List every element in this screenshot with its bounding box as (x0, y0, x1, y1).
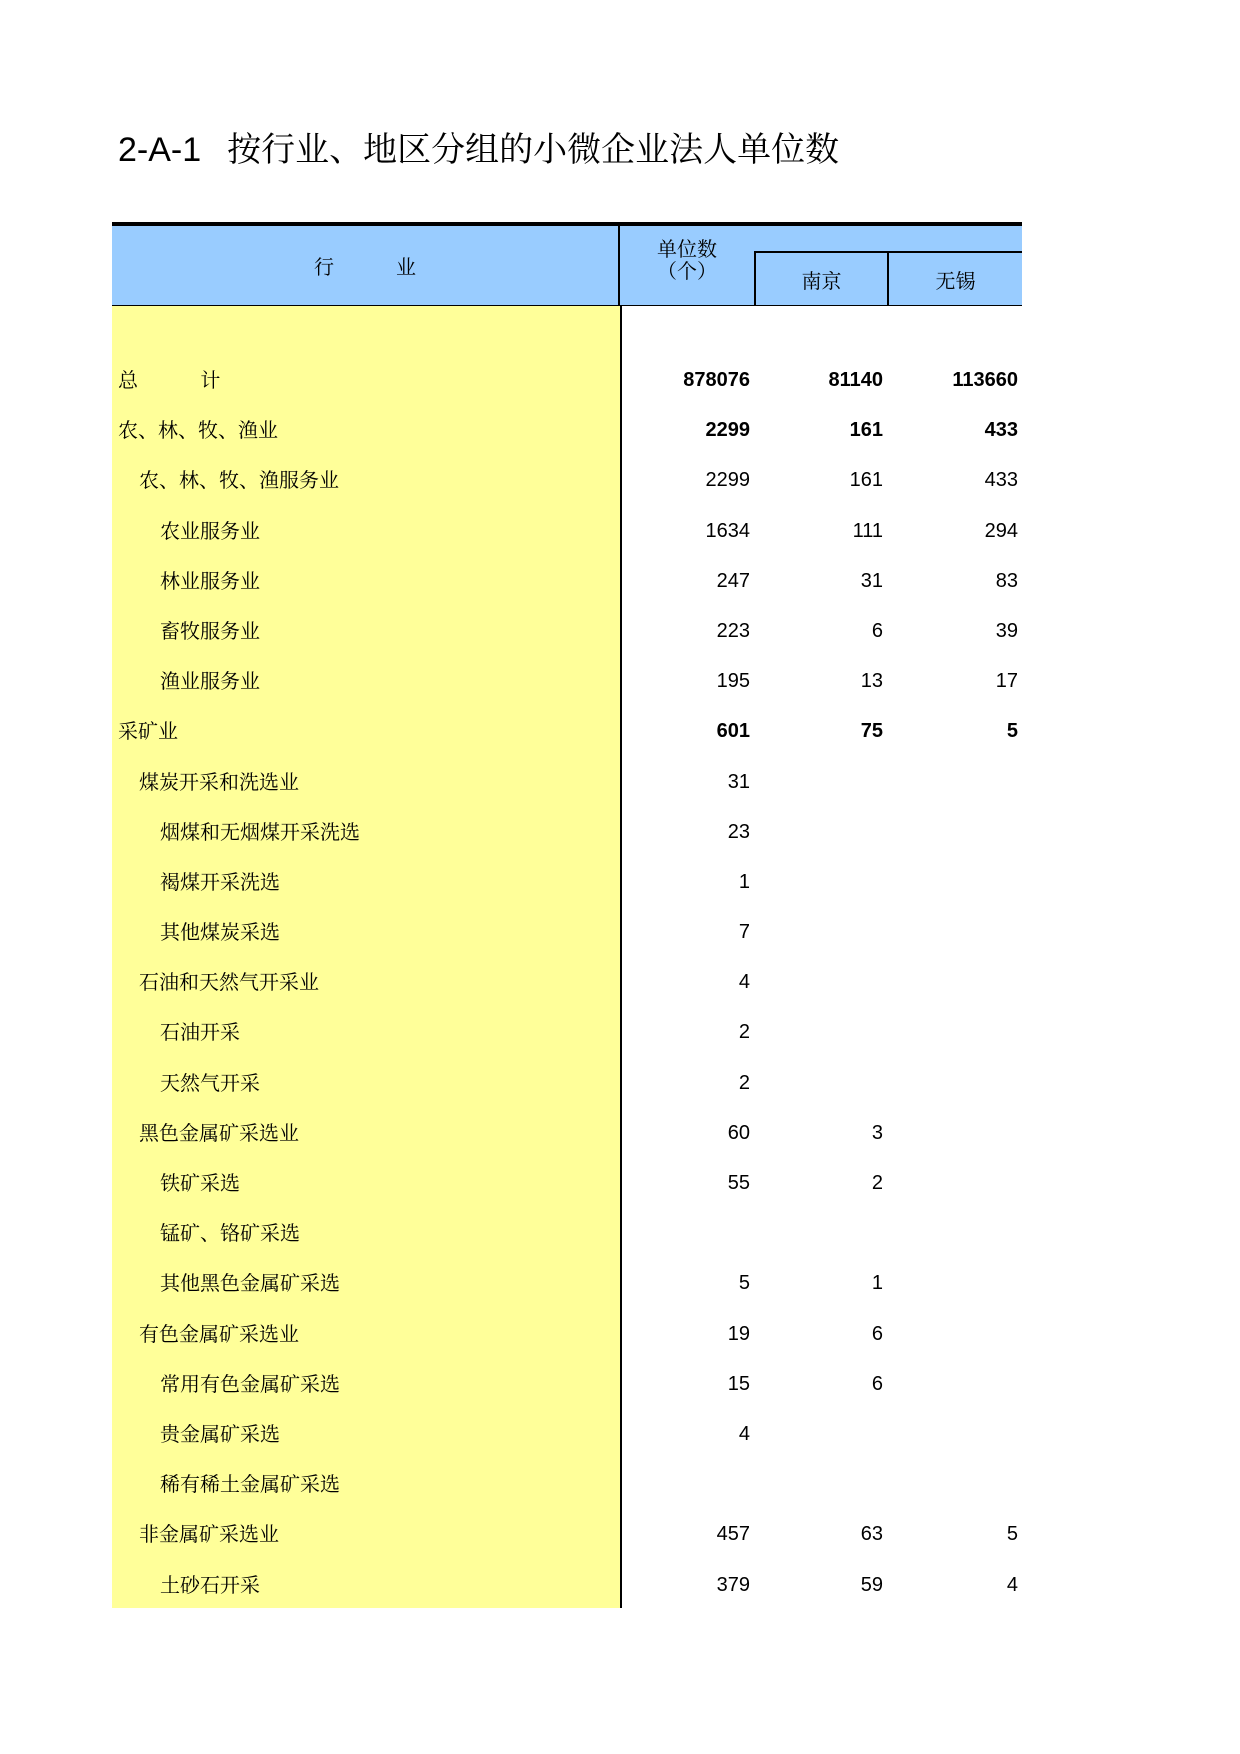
table-row (112, 1560, 1022, 1610)
row-value-total: 19 (727, 1322, 750, 1345)
row-value-wuxi (890, 1108, 1018, 1158)
row-value-wuxi (890, 957, 1018, 1007)
table-row (112, 1359, 1022, 1409)
table-title: 按行业、地区分组的小微企业法人单位数 (227, 130, 840, 170)
page-title (118, 125, 839, 175)
header-wuxi: 无锡 (887, 253, 1022, 305)
row-value-total: 601 (716, 720, 750, 743)
row-industry-name: 常用有色金属矿采选 (160, 1371, 340, 1396)
row-value-total: 878076 (683, 369, 750, 391)
row-value-nanjing: 3 (871, 1121, 883, 1144)
table-row (112, 1258, 1022, 1308)
row-value-nanjing: 31 (860, 569, 883, 592)
table-header (112, 226, 1022, 306)
table-row (112, 807, 1022, 857)
row-industry-name: 渔业服务业 (160, 669, 260, 694)
row-value-nanjing: 75 (860, 720, 883, 743)
row-value-wuxi: 294 (984, 519, 1018, 542)
row-value-nanjing: 59 (860, 1573, 883, 1596)
row-value-nanjing: 63 (860, 1523, 883, 1546)
row-industry-name: 土砂石开采 (160, 1572, 260, 1597)
row-value-total: 457 (716, 1523, 750, 1546)
row-value-total: 4 (738, 1422, 750, 1445)
row-value-total (624, 1208, 750, 1258)
header-units-label: 单位数 (657, 237, 717, 261)
table-row (112, 1509, 1022, 1559)
table-row (112, 1108, 1022, 1158)
row-industry-name: 农、林、牧、渔服务业 (139, 468, 339, 493)
row-value-total: 5 (738, 1272, 750, 1295)
row-value-total: 15 (727, 1372, 750, 1395)
row-value-wuxi (890, 1208, 1018, 1258)
row-value-nanjing (757, 1058, 883, 1108)
row-value-total: 1 (738, 870, 750, 893)
row-value-wuxi (890, 807, 1018, 857)
row-industry-name: 林业服务业 (160, 568, 260, 593)
row-industry-name: 锰矿、铬矿采选 (160, 1221, 300, 1246)
row-value-wuxi (890, 1007, 1018, 1057)
row-value-total: 247 (716, 569, 750, 592)
row-industry-name: 贵金属矿采选 (160, 1421, 280, 1446)
row-value-wuxi: 113660 (952, 369, 1018, 391)
header-industry: 行业 (112, 226, 620, 305)
row-value-total: 7 (738, 921, 750, 944)
table-row (112, 656, 1022, 706)
table-row (112, 405, 1022, 455)
table-row (112, 355, 1022, 405)
row-value-wuxi (890, 1058, 1018, 1108)
row-value-nanjing: 6 (871, 1322, 883, 1345)
table-row (112, 556, 1022, 606)
table-row (112, 1208, 1022, 1258)
row-value-wuxi: 433 (984, 469, 1018, 492)
row-value-nanjing: 1 (871, 1272, 883, 1295)
row-value-nanjing: 111 (852, 519, 883, 542)
row-industry-name: 农、林、牧、渔业 (118, 418, 278, 443)
row-industry-name: 煤炭开采和洗选业 (139, 769, 299, 794)
row-value-nanjing (757, 807, 883, 857)
row-value-total: 23 (727, 820, 750, 843)
table-row (112, 506, 1022, 556)
row-value-wuxi (890, 907, 1018, 957)
row-industry-name: 总 计 (118, 368, 249, 392)
row-industry-name: 石油开采 (160, 1020, 240, 1045)
row-value-nanjing (757, 757, 883, 807)
row-value-wuxi (890, 757, 1018, 807)
row-value-nanjing (757, 1409, 883, 1459)
table-body (112, 355, 1022, 1610)
row-industry-name: 其他煤炭采选 (160, 920, 280, 945)
row-industry-name: 石油和天然气开采业 (139, 970, 319, 995)
row-value-nanjing: 81140 (828, 369, 883, 391)
row-value-total: 2299 (705, 419, 750, 442)
table-row (112, 1409, 1022, 1459)
row-value-nanjing (757, 1007, 883, 1057)
row-value-wuxi (890, 1309, 1018, 1359)
table-row (112, 1007, 1022, 1057)
row-industry-name: 畜牧服务业 (160, 618, 260, 643)
row-value-total: 223 (716, 619, 750, 642)
row-value-wuxi (890, 1359, 1018, 1409)
table-row (112, 1459, 1022, 1509)
row-industry-name: 农业服务业 (160, 518, 260, 543)
row-industry-name: 铁矿采选 (160, 1171, 240, 1195)
table-row (112, 455, 1022, 505)
row-value-total: 1634 (705, 519, 750, 542)
row-value-nanjing (757, 957, 883, 1007)
row-value-nanjing (757, 1208, 883, 1258)
row-value-nanjing: 6 (871, 1372, 883, 1395)
row-value-total: 2 (738, 1071, 750, 1094)
row-value-total: 195 (716, 670, 750, 693)
row-value-wuxi (890, 1459, 1018, 1509)
row-value-wuxi: 5 (1006, 720, 1018, 743)
row-value-nanjing (757, 857, 883, 907)
row-industry-name: 黑色金属矿采选业 (139, 1120, 299, 1145)
table-row (112, 907, 1022, 957)
row-value-total: 4 (738, 971, 750, 994)
row-value-wuxi (890, 857, 1018, 907)
row-value-total: 379 (716, 1573, 750, 1596)
table-code: 2-A-1 (118, 131, 202, 169)
table-row (112, 706, 1022, 756)
row-value-nanjing (757, 907, 883, 957)
row-industry-name: 采矿业 (118, 719, 178, 744)
table-row (112, 1309, 1022, 1359)
row-industry-name: 有色金属矿采选业 (139, 1321, 299, 1346)
row-value-total: 2299 (705, 469, 750, 492)
row-value-wuxi (890, 1158, 1018, 1208)
row-industry-name: 稀有稀土金属矿采选 (160, 1472, 340, 1497)
table-row (112, 757, 1022, 807)
row-industry-name: 烟煤和无烟煤开采洗选 (160, 819, 360, 844)
row-value-wuxi: 4 (1006, 1573, 1018, 1596)
row-value-total: 55 (727, 1172, 750, 1194)
row-value-wuxi: 83 (995, 569, 1018, 592)
row-value-wuxi: 433 (984, 419, 1018, 442)
header-nanjing: 南京 (754, 253, 887, 305)
row-value-nanjing: 6 (871, 619, 883, 642)
table-row (112, 1058, 1022, 1108)
table-row (112, 1158, 1022, 1208)
row-value-total: 60 (727, 1121, 750, 1144)
row-value-nanjing: 161 (849, 419, 883, 442)
row-value-nanjing: 161 (849, 469, 883, 492)
row-value-wuxi (890, 1258, 1018, 1308)
table-row (112, 957, 1022, 1007)
row-value-total (624, 1459, 750, 1509)
row-value-wuxi: 17 (995, 670, 1018, 693)
row-industry-name: 褐煤开采洗选 (160, 869, 280, 894)
row-value-nanjing: 13 (860, 670, 883, 693)
row-value-nanjing (757, 1459, 883, 1509)
table-row (112, 606, 1022, 656)
header-units-unit: （个） (657, 259, 717, 283)
row-industry-name: 非金属矿采选业 (139, 1522, 279, 1547)
table-row (112, 857, 1022, 907)
row-industry-name: 天然气开采 (160, 1070, 260, 1095)
row-value-wuxi: 5 (1006, 1523, 1018, 1546)
row-value-total: 31 (727, 770, 750, 793)
row-value-nanjing: 2 (871, 1172, 883, 1194)
header-units (622, 238, 752, 282)
row-value-wuxi (890, 1409, 1018, 1459)
row-value-total: 2 (738, 1021, 750, 1044)
row-value-wuxi: 39 (995, 619, 1018, 642)
row-industry-name: 其他黑色金属矿采选 (160, 1271, 340, 1296)
